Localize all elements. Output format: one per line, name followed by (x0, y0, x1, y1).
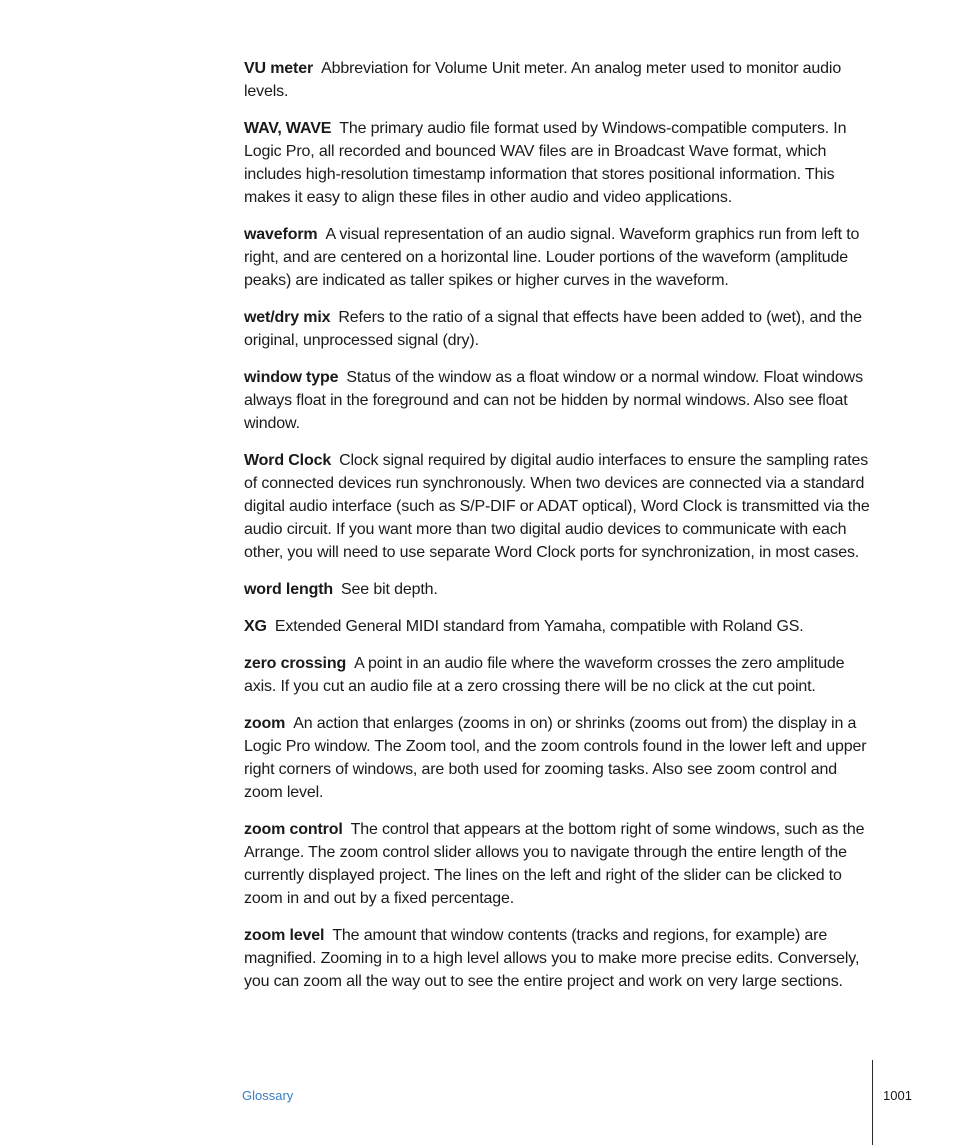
glossary-entry (244, 366, 874, 435)
glossary-entry (244, 306, 874, 352)
glossary-definition: Extended General MIDI standard from Yamaha, compatible with Roland GS. (274, 618, 804, 635)
glossary-definition: A point in an audio file where the waveform crosses the zero amplitude axis. If you cut an audio file at a zero crossing there will be no click at the cut point. (244, 655, 845, 695)
glossary-term: zoom (244, 715, 286, 732)
glossary-definition: A visual representation of an audio signal. Waveform graphics run from left to right, and are centered on a horizontal line. Louder portions of the waveform (amplitude peaks) are indicated as taller spikes or higher curves in the waveform. (244, 226, 860, 289)
glossary-term: VU meter (244, 60, 314, 77)
glossary-term: word length (244, 581, 334, 598)
glossary-entry (244, 117, 874, 209)
footer-divider (872, 1060, 873, 1145)
glossary-term: XG (244, 618, 267, 635)
glossary-entry (244, 615, 874, 638)
glossary-term: WAV, WAVE (244, 120, 332, 137)
glossary-definition: Clock signal required by digital audio interfaces to ensure the sampling rates of connected devices run synchronously. When two devices are connected via a standard digital audio interface (such as S/P-DIF or ADAT optical), Word Clock is transmitted via the audio circuit. If you want more than two digital audio devices to communicate with each other, you will need to use separate Word Clock ports for synchronization, in most cases. (244, 452, 870, 561)
glossary-term: window type (244, 369, 339, 386)
glossary-entry (244, 223, 874, 292)
glossary-definition: Refers to the ratio of a signal that effects have been added to (wet), and the original, unprocessed signal (dry). (244, 309, 862, 349)
glossary-definition: An action that enlarges (zooms in on) or shrinks (zooms out from) the display in a Logic Pro window. The Zoom tool, and the zoom controls found in the lower left and upper right corners of windows, are both used for zooming tasks. Also see zoom control and zoom level. (244, 715, 867, 801)
glossary-entry (244, 712, 874, 804)
glossary-definition: The amount that window contents (tracks and regions, for example) are magnified. Zooming in to a high level allows you to make more precise edits. Conversely, you can zoom all the way out to see the entire project and work on very large sections. (244, 927, 860, 990)
glossary-definition: The control that appears at the bottom right of some windows, such as the Arrange. The zoom control slider allows you to navigate through the entire length of the currently displayed project. The lines on the left and right of the slider can be clicked to zoom in and out by a fixed percentage. (244, 821, 865, 907)
glossary-term: zoom control (244, 821, 343, 838)
glossary-definition: See bit depth. (341, 581, 438, 598)
glossary-entry (244, 652, 874, 698)
glossary-entry (244, 578, 874, 601)
page-number: 1001 (883, 1088, 912, 1103)
glossary-definition: Abbreviation for Volume Unit meter. An analog meter used to monitor audio levels. (244, 60, 842, 100)
glossary-term: waveform (244, 226, 318, 243)
glossary-definition: The primary audio file format used by Windows-compatible computers. In Logic Pro, all recorded and bounced WAV files are in Broadcast Wave format, which includes high-resolution timestamp information that stores positional information. This makes it easy to align these files in other audio and video applications. (244, 120, 847, 206)
glossary-content (244, 57, 874, 1007)
glossary-term: wet/dry mix (244, 309, 331, 326)
glossary-entry (244, 57, 874, 103)
glossary-entry (244, 449, 874, 564)
glossary-definition: Status of the window as a float window or a normal window. Float windows always float in the foreground and can not be hidden by normal windows. Also see float window. (244, 369, 863, 432)
glossary-entry (244, 818, 874, 910)
glossary-term: zero crossing (244, 655, 347, 672)
footer-section-label: Glossary (242, 1088, 294, 1103)
glossary-entry (244, 924, 874, 993)
glossary-term: zoom level (244, 927, 325, 944)
glossary-term: Word Clock (244, 452, 332, 469)
